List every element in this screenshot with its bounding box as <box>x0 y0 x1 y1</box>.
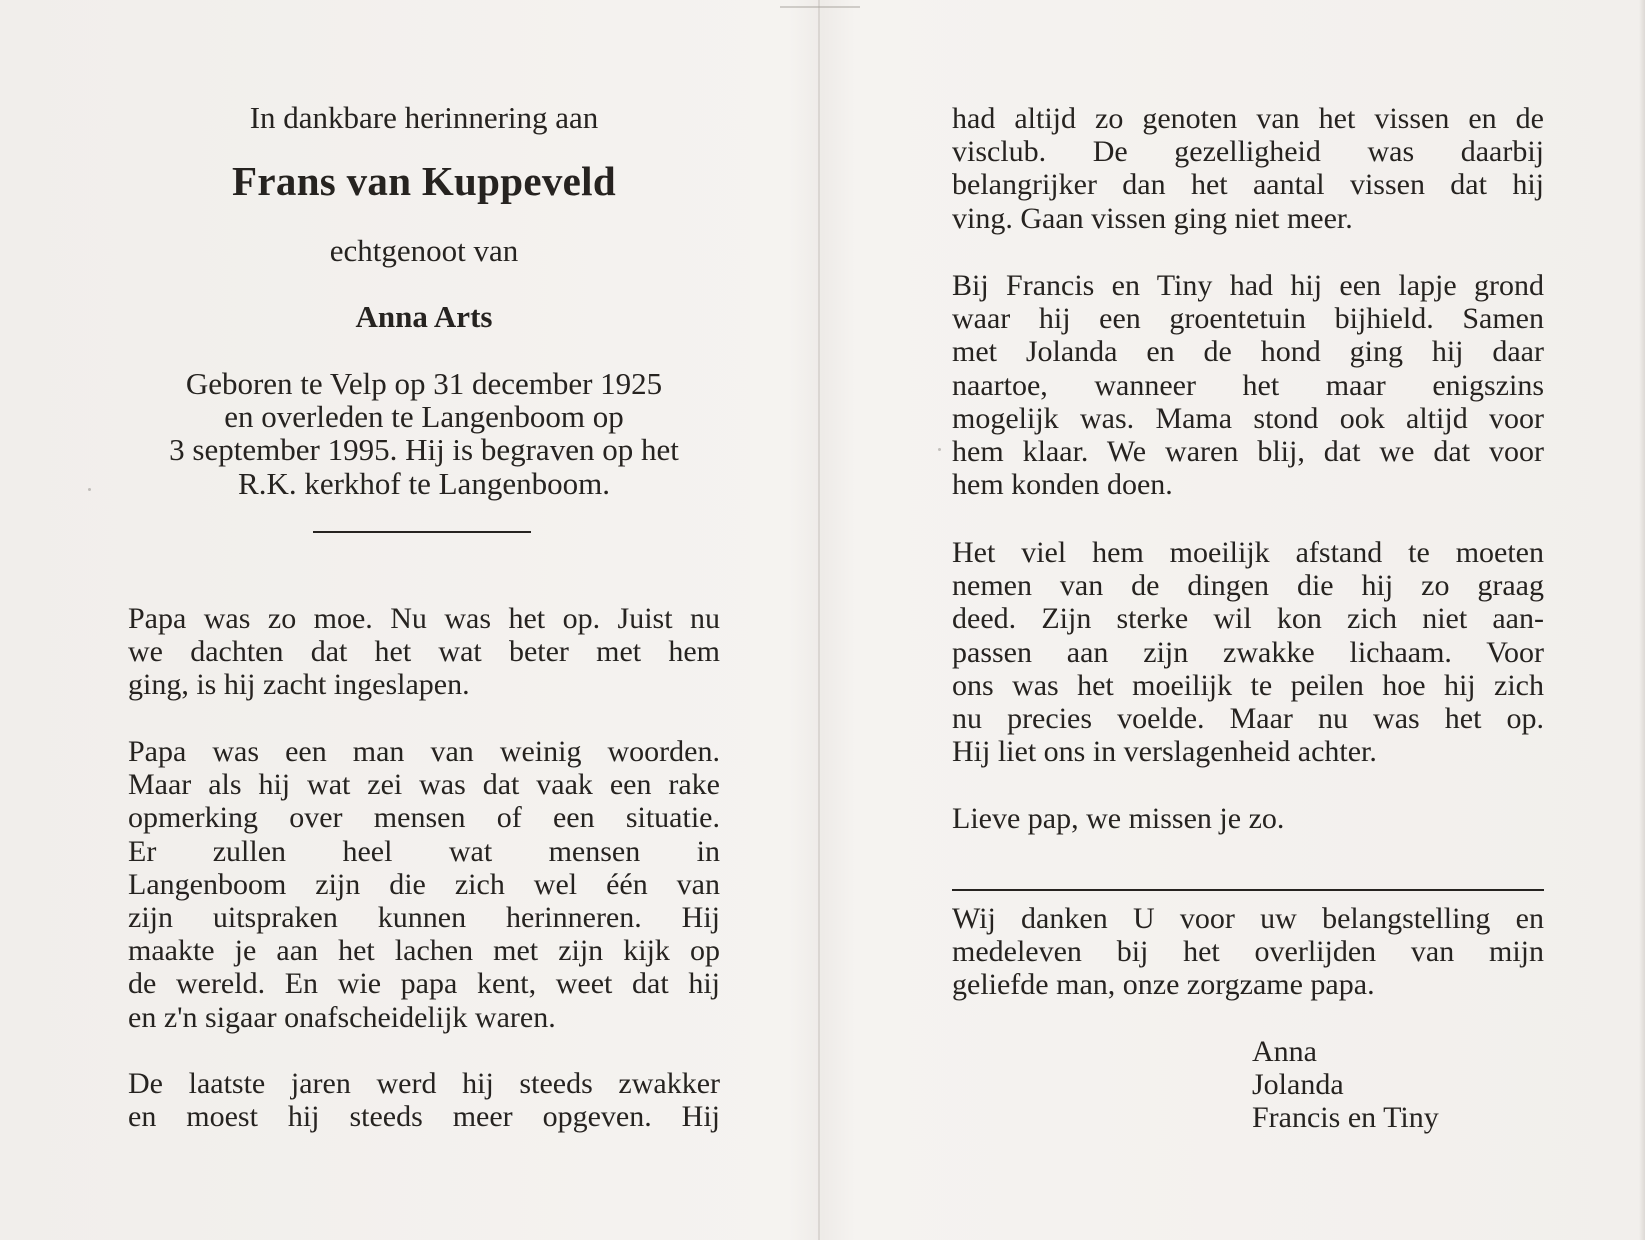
paragraph-3 <box>128 1067 720 1133</box>
text-line: met Jolanda en de hond ging hij daar <box>952 335 1544 369</box>
paper-speck <box>938 448 941 451</box>
card-edge <box>1639 0 1645 1240</box>
paragraph-1 <box>128 602 720 702</box>
text-line: ging, is hij zacht ingeslapen. <box>128 668 470 702</box>
relation-line: echtgenoot van <box>329 233 519 268</box>
birth-death-block <box>128 367 720 500</box>
text-line: hem konden doen. <box>952 468 1173 502</box>
text-line: Lieve pap, we missen je zo. <box>952 802 1285 835</box>
intro-line: In dankbare herinnering aan <box>249 100 599 135</box>
deceased-name: Frans van Kuppeveld <box>232 158 616 204</box>
text-line: zijn uitspraken kunnen herinneren. Hij <box>128 901 720 935</box>
text-line: waar hij een groentetuin bijhield. Samen <box>952 302 1544 336</box>
card-fold <box>818 0 820 1240</box>
text-line: geliefde man, onze zorgzame papa. <box>952 968 1375 1002</box>
divider-short <box>313 531 531 533</box>
text-line: hem klaar. We waren blij, dat we dat voor <box>952 435 1544 469</box>
text-line: naartoe, wanneer het maar enigszins <box>952 368 1544 402</box>
text-line: Papa was zo moe. Nu was het op. Juist nu <box>128 602 720 635</box>
text-line: we dachten dat het wat beter met hem <box>128 635 720 669</box>
birth-death-line: R.K. kerkhof te Langenboom. <box>238 465 610 501</box>
text-line: Er zullen heel wat mensen in <box>128 834 720 868</box>
text-line: Papa was een man van weinig woorden. <box>128 735 720 768</box>
text-line: opmerking over mensen of een situatie. <box>128 801 720 835</box>
signature-name: Jolanda <box>1252 1068 1344 1102</box>
signature-name: Francis en Tiny <box>1252 1101 1439 1135</box>
text-line: had altijd zo genoten van het vissen en de <box>952 102 1544 135</box>
signatures <box>1252 1035 1544 1135</box>
text-line: en z'n sigaar onafscheidelijk waren. <box>128 1000 556 1034</box>
paragraph-2 <box>128 735 720 1034</box>
text-line: maakte je aan het lachen met zijn kijk op <box>128 934 720 968</box>
text-line: Maar als hij wat zei was dat vaak een rake <box>128 768 720 802</box>
paper-speck <box>88 488 91 491</box>
text-line: Hij liet ons in verslagenheid achter. <box>952 735 1377 769</box>
text-line: ons was het moeilijk te peilen hoe hij zich <box>952 668 1544 702</box>
text-line: de wereld. En wie papa kent, weet dat hij <box>128 967 720 1001</box>
birth-death-line: 3 september 1995. Hij is begraven op het <box>169 432 679 468</box>
text-line: De laatste jaren werd hij steeds zwakker <box>128 1067 720 1100</box>
text-line: nu precies voelde. Maar nu was het op. <box>952 702 1544 736</box>
signature-name: Anna <box>1252 1035 1317 1068</box>
birth-death-line: en overleden te Langenboom op <box>224 399 624 435</box>
text-line: mogelijk was. Mama stond ook altijd voor <box>952 401 1544 435</box>
text-line: visclub. De gezelligheid was daarbij <box>952 135 1544 169</box>
text-line: ving. Gaan vissen ging niet meer. <box>952 201 1353 235</box>
paragraph-6 <box>952 536 1544 768</box>
text-line: en moest hij steeds meer opgeven. Hij <box>128 1100 720 1134</box>
text-line: Bij Francis en Tiny had hij een lapje grond <box>952 269 1544 302</box>
thanks-paragraph <box>952 902 1544 1002</box>
text-line: Langenboom zijn die zich wel één van <box>128 867 720 901</box>
divider-long <box>952 889 1544 891</box>
text-line: deed. Zijn sterke wil kon zich niet aan- <box>952 602 1544 636</box>
text-line: medeleven bij het overlijden van mijn <box>952 935 1544 969</box>
text-line: Het viel hem moeilijk afstand te moeten <box>952 536 1544 569</box>
card-edge-top <box>780 6 860 8</box>
paragraph-4 <box>952 102 1544 235</box>
spouse-name: Anna Arts <box>355 299 493 334</box>
text-line: Wij danken U voor uw belangstelling en <box>952 902 1544 935</box>
text-line: nemen van de dingen die hij zo graag <box>952 569 1544 603</box>
birth-death-line: Geboren te Velp op 31 december 1925 <box>185 366 663 401</box>
text-line: belangrijker dan het aantal vissen dat hij <box>952 168 1544 202</box>
text-line: passen aan zijn zwakke lichaam. Voor <box>952 635 1544 669</box>
paragraph-5 <box>952 269 1544 501</box>
closing-line <box>952 802 1544 835</box>
